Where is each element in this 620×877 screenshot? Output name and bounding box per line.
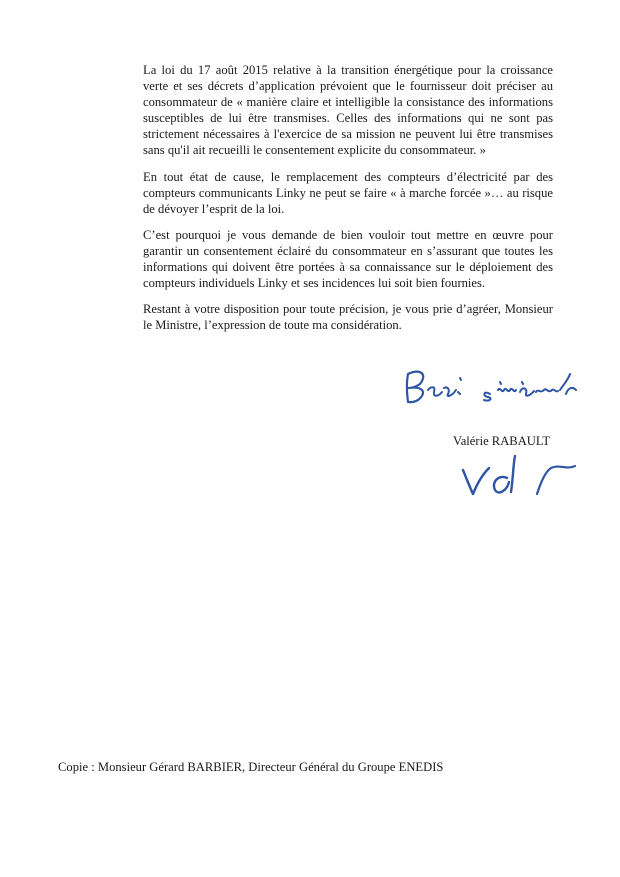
paragraph-closing-formula: Restant à votre disposition pour toute précision, je vous prie d’agréer, Monsieur le Ministre, l’expression de toute ma considération. [143, 302, 553, 333]
copy-recipient-line: Copie : Monsieur Gérard BARBIER, Directeur Général du Groupe ENEDIS [58, 760, 444, 774]
handwritten-signature [455, 452, 585, 502]
paragraph-legal-context: La loi du 17 août 2015 relative à la transition énergétique pour la croissance verte et ses décrets d’application prévoient que le fournisseur doit préciser au consommateur de « manière claire et intelligible la consistance des informations susceptibles de lui être transmises. Celles des informations qui ne sont pas strictement nécessaires à l'exercice de sa mission ne peuvent lui être transmises sans qu'il ait recueilli le consentement explicite du consommateur. » [143, 63, 553, 158]
paragraph-request: C’est pourquoi je vous demande de bien vouloir tout mettre en œuvre pour garantir un consentement éclairé du consommateur en s’assurant que toutes les informations qui doivent être portées à sa connaissance sur le déploiement des compteurs individuels Linky et ses incidences lui soit bien fournies. [143, 227, 553, 291]
signer-name: Valérie RABAULT [453, 434, 551, 448]
paragraph-deployment-concern: En tout état de cause, le remplacement des compteurs d’électricité par des compteurs communicants Linky ne peut se faire « à marche forcée »… au risque de dévoyer l’esprit de la loi. [143, 169, 553, 216]
letter-body [143, 62, 553, 343]
handwritten-closing-signature [398, 360, 588, 410]
